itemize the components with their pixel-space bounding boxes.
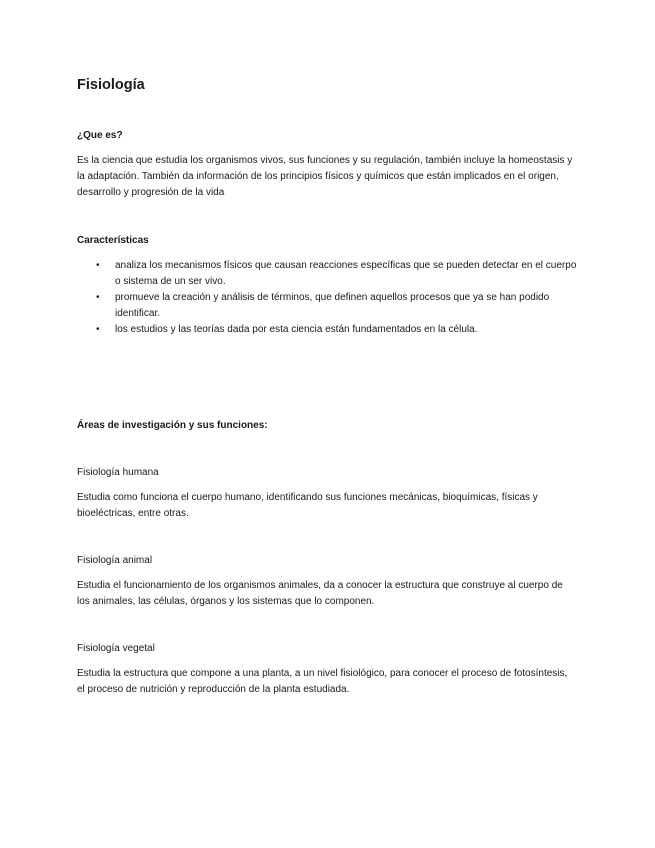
bullet-icon: • — [96, 292, 100, 303]
list-item-text: los estudios y las teorías dada por esta ciencia están fundamentados en la célula. — [115, 324, 478, 335]
list-item — [77, 322, 582, 338]
document-title: Fisiología — [77, 77, 145, 93]
fisiologia-humana-text: Estudia como funciona el cuerpo humano, identificando sus funciones mecánicas, bioquímicas, físicas y bioeléctricas, entre otras. — [77, 492, 538, 519]
fisiologia-animal-title: Fisiología animal — [77, 555, 153, 566]
list-item — [77, 290, 582, 322]
caracteristicas-heading: Características — [77, 235, 149, 246]
list-item — [77, 258, 582, 290]
fisiologia-animal-text: Estudia el funcionamiento de los organismos animales, da a conocer la estructura que construye al cuerpo de los animales, las células, órganos y los sistemas que lo componen. — [77, 580, 563, 607]
bullet-icon: • — [96, 324, 100, 335]
areas-heading: Áreas de investigación y sus funciones: — [77, 420, 268, 431]
que-es-heading: ¿Que es? — [77, 130, 123, 141]
que-es-paragraph: Es la ciencia que estudia los organismos vivos, sus funciones y su regulación, también incluye la homeostasis y la adaptación. También da información de los principios físicos y químicos que están implicados en el origen, desarrollo y progresión de la vida — [77, 155, 573, 198]
list-item-text: analiza los mecanismos físicos que causan reacciones específicas que se pueden detectar en el cuerpo o sistema de un ser vivo. — [115, 260, 577, 287]
caracteristicas-list — [77, 258, 582, 338]
list-item-text: promueve la creación y análisis de términos, que definen aquellos procesos que ya se han podido identificar. — [115, 292, 550, 319]
bullet-icon: • — [96, 260, 100, 271]
fisiologia-vegetal-title: Fisiología vegetal — [77, 643, 155, 654]
fisiologia-vegetal-text: Estudia la estructura que compone a una planta, a un nivel fisiológico, para conocer el proceso de fotosíntesis, el proceso de nutrición y reproducción de la planta estudiada. — [77, 668, 568, 695]
fisiologia-humana-title: Fisiología humana — [77, 467, 159, 478]
